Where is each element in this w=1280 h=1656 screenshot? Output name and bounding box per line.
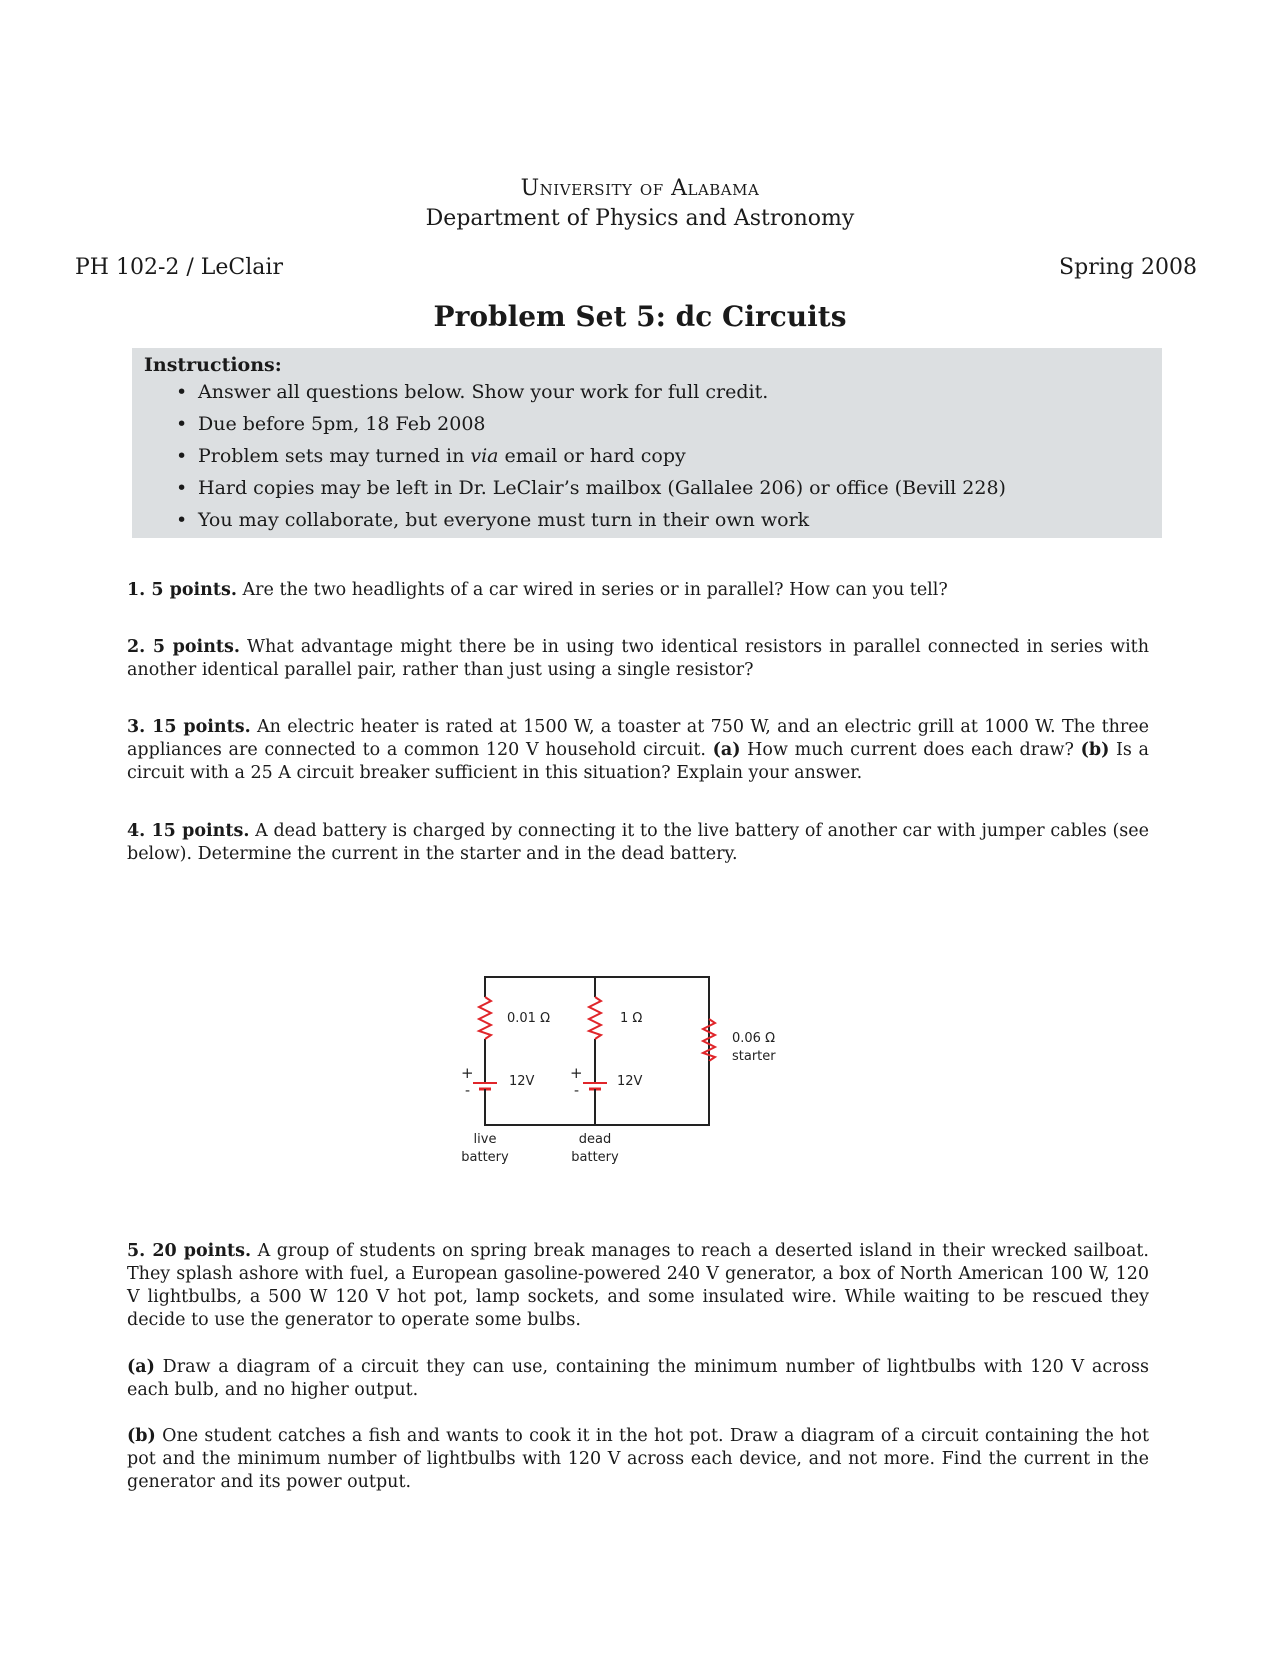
label-minus: - [574,1083,580,1099]
problem-text: A group of students on spring break manages to reach a deserted island in their wrecked sailboat. They splash ashore with fuel, a European gasoline-powered 240 V generator, a box of North American 100 W, 120 V lightbulbs, a 500 W 120 V hot pot, lamp sockets, and some insulated wire. While waiting to be rescued they decide to use the generator to operate some bulbs. [127,1241,1149,1330]
term: Spring 2008 [1059,255,1197,280]
label-dead: dead [578,1132,612,1147]
instruction-item: • Answer all questions below. Show your work for full credit. [198,376,1006,408]
label-r3: 0.06 Ω [732,1031,776,1046]
problem-3 [127,716,1149,785]
problem-5a [127,1356,1149,1402]
problem-label: 5. 20 points. [127,1241,252,1261]
problem-label: 4. 15 points. [127,821,250,841]
instructions-box [132,348,1162,538]
problem-4 [127,820,1149,866]
problem-label: 3. 15 points. [127,717,251,737]
problem-text: Are the two headlights of a car wired in series or in parallel? How can you tell? [236,580,948,600]
instruction-item: • You may collaborate, but everyone must turn in their own work [198,504,1006,536]
problem-5b [127,1425,1149,1494]
battery-live [473,1075,497,1105]
resistors [479,997,715,1061]
problem-5 [127,1240,1149,1332]
university-text: University of Alabama [520,176,760,201]
instructions-heading: Instructions: [144,354,282,376]
problem-text: One student catches a fish and wants to cook it in the hot pot. Draw a diagram of a circuit containing the hot pot and the minimum number of lightbulbs with 120 V across each device, and not more. Find the current in the generator and its power output. [127,1426,1149,1492]
label-dead-battery: battery [571,1150,619,1165]
problem-text: Draw a diagram of a circuit they can use, containing the minimum number of lightbulbs with 120 V across each bulb, and no higher output. [127,1357,1149,1400]
problem-text: An electric heater is rated at 1500 W, a toaster at 750 W, and an electric grill at 1000 W. The three appliances are connected to a common 120 V household circuit. [127,717,1149,760]
problem-2 [127,636,1149,682]
instruction-item: • Problem sets may turned in via email or hard copy [198,440,1006,472]
problem-text: Is a circuit with a 25 A circuit breaker sufficient in this situation? Explain your answer. [127,740,1149,783]
label-starter: starter [732,1049,776,1064]
label-live: live [473,1132,497,1147]
label-minus: - [465,1083,471,1099]
circuit-diagram [455,965,776,1175]
instructions-list [132,376,1006,536]
label-plus: + [570,1064,583,1082]
resistor-live [479,997,491,1039]
circuit-labels [461,1011,776,1165]
label-v1: 12V [509,1074,535,1089]
part-label: (b) [1080,740,1110,760]
course-id: PH 102-2 / LeClair [75,255,283,280]
page-title: Problem Set 5: dc Circuits [433,300,847,333]
problem-label: (a) [127,1357,155,1377]
problem-text: What advantage might there be in using two identical resistors in parallel connected in series with another identical parallel pair, rather than just using a single resistor? [127,637,1149,680]
problem-text: A dead battery is charged by connecting it to the live battery of another car with jumper cables (see below). Determine the current in the starter and in the dead battery. [127,821,1149,864]
instruction-item: • Due before 5pm, 18 Feb 2008 [198,408,1006,440]
problem-label: (b) [127,1426,156,1446]
label-v2: 12V [617,1074,643,1089]
department-name: Department of Physics and Astronomy [425,206,855,231]
part-label: (a) [712,740,741,760]
label-r2: 1 Ω [620,1011,643,1026]
problem-label: 2. 5 points. [127,637,240,657]
label-live-battery: battery [461,1150,509,1165]
problem-text: How much current does each draw? [740,740,1081,760]
label-plus: + [461,1064,474,1082]
resistor-dead [589,997,601,1039]
university-name [0,176,1280,201]
problem-1 [127,579,1149,602]
battery-dead [583,1075,607,1105]
problem-label: 1. 5 points. [127,580,237,600]
instruction-item: • Hard copies may be left in Dr. LeClair’s mailbox (Gallalee 206) or office (Bevill 228) [198,472,1006,504]
label-r1: 0.01 Ω [507,1011,551,1026]
